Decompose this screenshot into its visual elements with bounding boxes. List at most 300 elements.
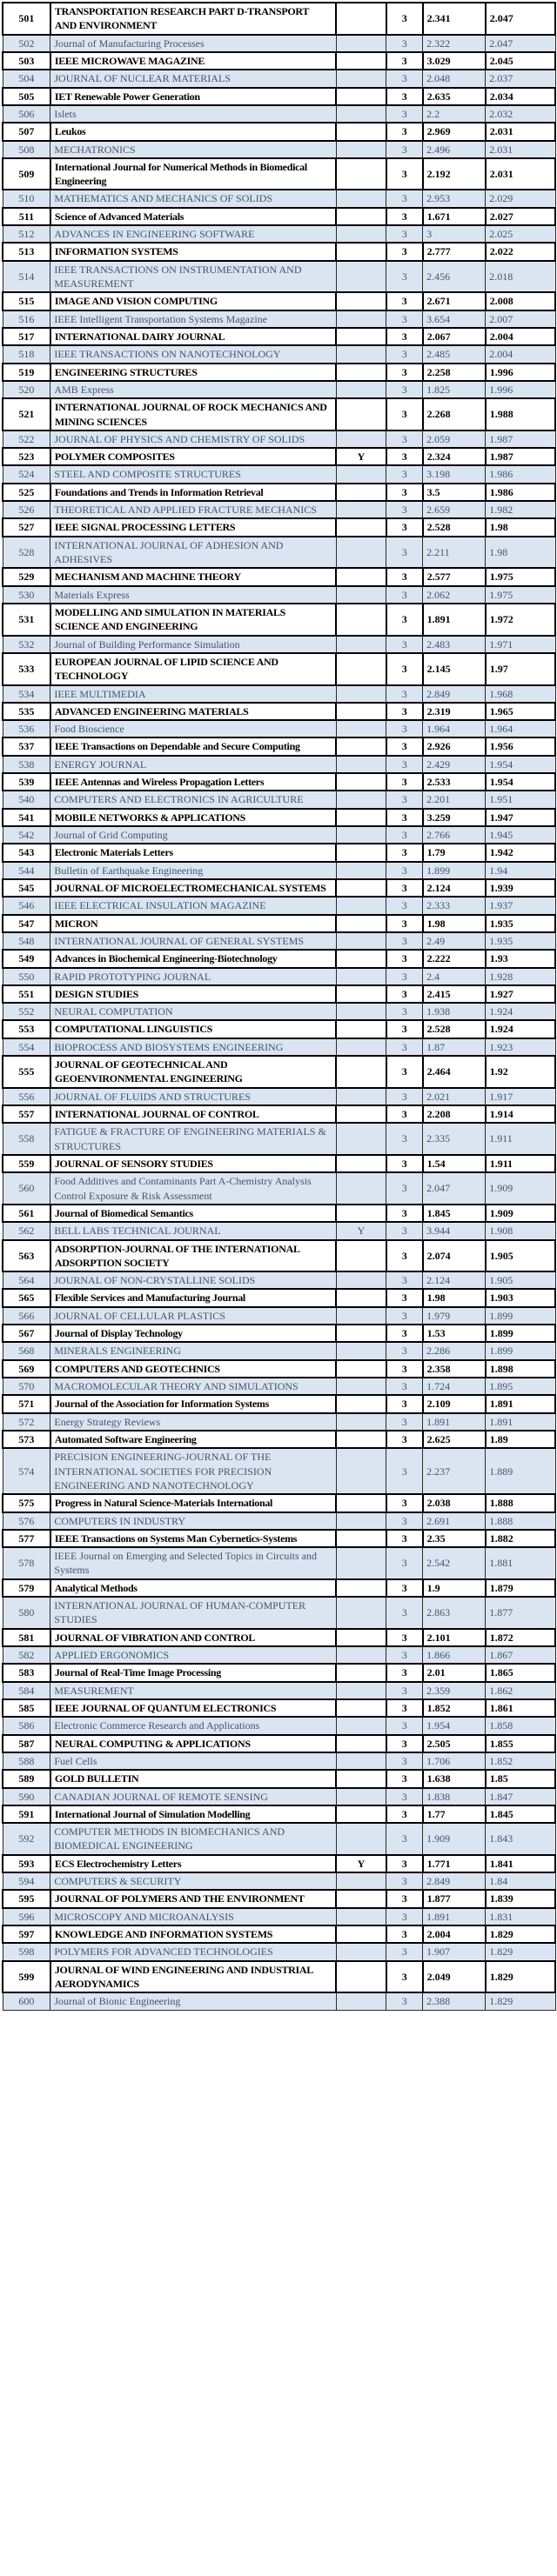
- table-row: [3, 1003, 555, 1020]
- rank-cell: 501: [3, 3, 50, 35]
- flag-cell: [336, 636, 386, 653]
- band-cell: 3: [386, 1788, 423, 1805]
- band-cell: 3: [386, 105, 423, 123]
- journal-name-cell: APPLIED ERGONOMICS: [50, 1646, 336, 1664]
- flag-cell: [336, 1629, 386, 1646]
- metric-1-cell: 2.067: [423, 328, 486, 345]
- metric-2-cell: 1.847: [486, 1788, 555, 1805]
- table-row: [3, 844, 555, 861]
- flag-cell: [336, 1155, 386, 1172]
- journal-name-cell: MODELLING AND SIMULATION IN MATERIALS SCIENCE AND ENGINEERING: [50, 604, 336, 636]
- metric-2-cell: 1.909: [486, 1205, 555, 1222]
- metric-1-cell: 1.724: [423, 1378, 486, 1395]
- journal-name-cell: ENERGY JOURNAL: [50, 756, 336, 773]
- rank-cell: 560: [3, 1172, 50, 1205]
- flag-cell: [336, 1579, 386, 1597]
- flag-cell: [336, 1823, 386, 1855]
- table-row: [3, 1735, 555, 1752]
- flag-cell: [336, 381, 386, 398]
- flag-cell: [336, 791, 386, 808]
- table-row: [3, 88, 555, 105]
- metric-1-cell: 1.907: [423, 1943, 486, 1960]
- journal-name-cell: AMB Express: [50, 381, 336, 398]
- table-row: [3, 1038, 555, 1056]
- rank-cell: 541: [3, 809, 50, 826]
- metric-2-cell: 1.879: [486, 1579, 555, 1597]
- journal-name-cell: POLYMER COMPOSITES: [50, 448, 336, 465]
- table-row: [3, 756, 555, 773]
- table-row: [3, 1788, 555, 1805]
- metric-1-cell: 3.654: [423, 310, 486, 328]
- rank-cell: 554: [3, 1038, 50, 1056]
- metric-1-cell: 2.456: [423, 261, 486, 293]
- metric-2-cell: 1.982: [486, 501, 555, 518]
- table-row: [3, 1155, 555, 1172]
- rank-cell: 567: [3, 1325, 50, 1342]
- rank-cell: 583: [3, 1664, 50, 1681]
- band-cell: 3: [386, 1038, 423, 1056]
- band-cell: 3: [386, 1530, 423, 1547]
- flag-cell: [336, 501, 386, 518]
- band-cell: 3: [386, 364, 423, 381]
- rank-cell: 531: [3, 604, 50, 636]
- table-row: [3, 1664, 555, 1681]
- rank-cell: 546: [3, 897, 50, 914]
- band-cell: 3: [386, 636, 423, 653]
- table-row: [3, 826, 555, 844]
- table-row: [3, 261, 555, 293]
- flag-cell: [336, 345, 386, 363]
- band-cell: 3: [386, 484, 423, 501]
- rank-cell: 564: [3, 1271, 50, 1289]
- metric-1-cell: 1.891: [423, 604, 486, 636]
- rank-cell: 529: [3, 568, 50, 585]
- metric-1-cell: 2.237: [423, 1448, 486, 1494]
- metric-1-cell: 2.192: [423, 158, 486, 190]
- band-cell: 3: [386, 70, 423, 87]
- table-row: [3, 1395, 555, 1412]
- band-cell: 3: [386, 1325, 423, 1342]
- metric-1-cell: 2.333: [423, 897, 486, 914]
- metric-1-cell: 2.211: [423, 537, 486, 569]
- metric-2-cell: 1.935: [486, 915, 555, 932]
- metric-2-cell: 2.018: [486, 261, 555, 293]
- journal-name-cell: Automated Software Engineering: [50, 1431, 336, 1448]
- table-row: [3, 1056, 555, 1088]
- metric-2-cell: 2.034: [486, 88, 555, 105]
- band-cell: 3: [386, 430, 423, 448]
- metric-1-cell: 2.101: [423, 1629, 486, 1646]
- rank-cell: 545: [3, 879, 50, 897]
- flag-cell: [336, 1413, 386, 1431]
- metric-1-cell: 2.926: [423, 737, 486, 755]
- flag-cell: [336, 1494, 386, 1512]
- metric-2-cell: 1.905: [486, 1240, 555, 1272]
- rank-cell: 557: [3, 1105, 50, 1123]
- table-row: [3, 123, 555, 140]
- flag-cell: [336, 1770, 386, 1787]
- rank-cell: 530: [3, 586, 50, 604]
- metric-1-cell: 2.625: [423, 1431, 486, 1448]
- journal-name-cell: JOURNAL OF POLYMERS AND THE ENVIRONMENT: [50, 1890, 336, 1907]
- flag-cell: [336, 1664, 386, 1681]
- metric-2-cell: 1.831: [486, 1908, 555, 1925]
- metric-2-cell: 1.937: [486, 897, 555, 914]
- flag-cell: [336, 756, 386, 773]
- metric-1-cell: 2.542: [423, 1547, 486, 1579]
- table-row: [3, 518, 555, 536]
- metric-1-cell: 1.98: [423, 915, 486, 932]
- flag-cell: [336, 1890, 386, 1907]
- rank-cell: 548: [3, 932, 50, 950]
- metric-1-cell: 2.124: [423, 1271, 486, 1289]
- flag-cell: [336, 1271, 386, 1289]
- rank-cell: 550: [3, 968, 50, 985]
- journal-name-cell: JOURNAL OF MICROELECTROMECHANICAL SYSTEMS: [50, 879, 336, 897]
- table-row: [3, 1855, 555, 1872]
- metric-1-cell: 1.938: [423, 1003, 486, 1020]
- metric-2-cell: 1.829: [486, 1943, 555, 1960]
- metric-2-cell: 1.841: [486, 1855, 555, 1872]
- metric-2-cell: 1.951: [486, 791, 555, 808]
- metric-2-cell: 1.92: [486, 1056, 555, 1088]
- rank-cell: 509: [3, 158, 50, 190]
- journal-name-cell: MEASUREMENT: [50, 1682, 336, 1699]
- metric-2-cell: 1.855: [486, 1735, 555, 1752]
- flag-cell: [336, 1038, 386, 1056]
- journal-name-cell: Food Additives and Contaminants Part A-Chemistry Analysis Control Exposure & Risk Assessment: [50, 1172, 336, 1205]
- table-row: [3, 1105, 555, 1123]
- flag-cell: Y: [336, 448, 386, 465]
- metric-2-cell: 2.047: [486, 35, 555, 52]
- metric-2-cell: 1.988: [486, 398, 555, 430]
- table-row: [3, 1360, 555, 1378]
- metric-1-cell: 2.496: [423, 141, 486, 158]
- journal-name-cell: Analytical Methods: [50, 1579, 336, 1597]
- table-row: [3, 720, 555, 737]
- rank-cell: 526: [3, 501, 50, 518]
- band-cell: 3: [386, 35, 423, 52]
- flag-cell: [336, 398, 386, 430]
- metric-2-cell: 1.954: [486, 756, 555, 773]
- rank-cell: 566: [3, 1307, 50, 1325]
- metric-2-cell: 1.829: [486, 1961, 555, 1993]
- metric-2-cell: 1.968: [486, 685, 555, 703]
- rank-cell: 570: [3, 1378, 50, 1395]
- rank-cell: 551: [3, 985, 50, 1003]
- journal-name-cell: CANADIAN JOURNAL OF REMOTE SENSING: [50, 1788, 336, 1805]
- metric-1-cell: 2.766: [423, 826, 486, 844]
- band-cell: 3: [386, 950, 423, 967]
- journal-name-cell: IEEE ELECTRICAL INSULATION MAGAZINE: [50, 897, 336, 914]
- table-row: [3, 208, 555, 225]
- rank-cell: 572: [3, 1413, 50, 1431]
- metric-1-cell: 2.049: [423, 1961, 486, 1993]
- flag-cell: [336, 1342, 386, 1359]
- metric-2-cell: 1.903: [486, 1289, 555, 1306]
- metric-1-cell: 1.77: [423, 1805, 486, 1823]
- metric-2-cell: 2.025: [486, 225, 555, 243]
- flag-cell: [336, 225, 386, 243]
- journal-name-cell: TRANSPORTATION RESEARCH PART D-TRANSPORT AND ENVIRONMENT: [50, 3, 336, 35]
- band-cell: 3: [386, 826, 423, 844]
- table-row: [3, 430, 555, 448]
- flag-cell: [336, 292, 386, 310]
- band-cell: 3: [386, 1717, 423, 1734]
- metric-1-cell: 2.201: [423, 791, 486, 808]
- table-row: [3, 465, 555, 483]
- band-cell: 3: [386, 897, 423, 914]
- metric-1-cell: 2.464: [423, 1056, 486, 1088]
- flag-cell: Y: [336, 1222, 386, 1239]
- flag-cell: [336, 208, 386, 225]
- metric-2-cell: 1.98: [486, 518, 555, 536]
- band-cell: 3: [386, 1307, 423, 1325]
- metric-2-cell: 1.935: [486, 932, 555, 950]
- journal-name-cell: Journal of Bionic Engineering: [50, 1992, 336, 2010]
- metric-1-cell: 2.01: [423, 1664, 486, 1681]
- table-row: [3, 604, 555, 636]
- band-cell: 3: [386, 208, 423, 225]
- journal-name-cell: ADVANCES IN ENGINEERING SOFTWARE: [50, 225, 336, 243]
- table-row: [3, 364, 555, 381]
- rank-cell: 528: [3, 537, 50, 569]
- journal-name-cell: BIOPROCESS AND BIOSYSTEMS ENGINEERING: [50, 1038, 336, 1056]
- metric-1-cell: 1.964: [423, 720, 486, 737]
- rank-cell: 544: [3, 862, 50, 879]
- band-cell: 3: [386, 1961, 423, 1993]
- metric-2-cell: 2.031: [486, 158, 555, 190]
- metric-1-cell: 2.577: [423, 568, 486, 585]
- table-row: [3, 897, 555, 914]
- metric-1-cell: 1.825: [423, 381, 486, 398]
- flag-cell: [336, 1003, 386, 1020]
- metric-1-cell: 1.671: [423, 208, 486, 225]
- journal-name-cell: COMPUTERS IN INDUSTRY: [50, 1512, 336, 1530]
- metric-1-cell: 1.954: [423, 1717, 486, 1734]
- flag-cell: Y: [336, 1855, 386, 1872]
- metric-1-cell: 2.322: [423, 35, 486, 52]
- band-cell: 3: [386, 862, 423, 879]
- metric-1-cell: 1.899: [423, 862, 486, 879]
- rank-cell: 518: [3, 345, 50, 363]
- table-row: [3, 1413, 555, 1431]
- metric-1-cell: 1.891: [423, 1908, 486, 1925]
- rank-cell: 579: [3, 1579, 50, 1597]
- rank-cell: 539: [3, 773, 50, 791]
- metric-1-cell: 2.863: [423, 1597, 486, 1629]
- rank-cell: 600: [3, 1992, 50, 2010]
- table-row: [3, 310, 555, 328]
- band-cell: 3: [386, 756, 423, 773]
- metric-2-cell: 2.022: [486, 243, 555, 260]
- flag-cell: [336, 1325, 386, 1342]
- rank-cell: 517: [3, 328, 50, 345]
- band-cell: 3: [386, 1699, 423, 1717]
- flag-cell: [336, 430, 386, 448]
- metric-1-cell: 2.335: [423, 1123, 486, 1155]
- band-cell: 3: [386, 381, 423, 398]
- journal-name-cell: IMAGE AND VISION COMPUTING: [50, 292, 336, 310]
- table-row: [3, 1530, 555, 1547]
- table-row: [3, 1943, 555, 1960]
- journal-ranking-table: [2, 2, 556, 2011]
- rank-cell: 547: [3, 915, 50, 932]
- table-row: [3, 685, 555, 703]
- band-cell: 3: [386, 1579, 423, 1597]
- flag-cell: [336, 158, 386, 190]
- rank-cell: 508: [3, 141, 50, 158]
- metric-1-cell: 2.528: [423, 518, 486, 536]
- metric-1-cell: 2.777: [423, 243, 486, 260]
- journal-name-cell: JOURNAL OF FLUIDS AND STRUCTURES: [50, 1088, 336, 1105]
- metric-2-cell: 1.899: [486, 1325, 555, 1342]
- table-row: [3, 1699, 555, 1717]
- band-cell: 3: [386, 985, 423, 1003]
- band-cell: 3: [386, 1752, 423, 1770]
- table-row: [3, 1752, 555, 1770]
- metric-2-cell: 1.972: [486, 604, 555, 636]
- table-row: [3, 1597, 555, 1629]
- metric-1-cell: 2.483: [423, 636, 486, 653]
- metric-2-cell: 1.939: [486, 879, 555, 897]
- metric-1-cell: 3.5: [423, 484, 486, 501]
- journal-name-cell: COMPUTER METHODS IN BIOMECHANICS AND BIOMEDICAL ENGINEERING: [50, 1823, 336, 1855]
- band-cell: 3: [386, 1155, 423, 1172]
- journal-name-cell: Foundations and Trends in Information Retrieval: [50, 484, 336, 501]
- metric-2-cell: 1.965: [486, 703, 555, 720]
- journal-name-cell: Science of Advanced Materials: [50, 208, 336, 225]
- journal-name-cell: Progress in Natural Science-Materials International: [50, 1494, 336, 1512]
- journal-name-cell: Journal of Real-Time Image Processing: [50, 1664, 336, 1681]
- rank-cell: 571: [3, 1395, 50, 1412]
- flag-cell: [336, 141, 386, 158]
- table-row: [3, 1805, 555, 1823]
- flag-cell: [336, 70, 386, 87]
- table-row: [3, 484, 555, 501]
- metric-1-cell: 2.528: [423, 1020, 486, 1038]
- metric-2-cell: 1.905: [486, 1271, 555, 1289]
- rank-cell: 549: [3, 950, 50, 967]
- journal-name-cell: Advances in Biochemical Engineering-Biotechnology: [50, 950, 336, 967]
- flag-cell: [336, 261, 386, 293]
- band-cell: 3: [386, 1123, 423, 1155]
- flag-cell: [336, 932, 386, 950]
- journal-name-cell: FATIGUE & FRACTURE OF ENGINEERING MATERIALS & STRUCTURES: [50, 1123, 336, 1155]
- metric-2-cell: 1.986: [486, 465, 555, 483]
- band-cell: 3: [386, 1943, 423, 1960]
- flag-cell: [336, 685, 386, 703]
- flag-cell: [336, 484, 386, 501]
- rank-cell: 506: [3, 105, 50, 123]
- metric-2-cell: 2.031: [486, 141, 555, 158]
- journal-name-cell: MICROSCOPY AND MICROANALYSIS: [50, 1908, 336, 1925]
- flag-cell: [336, 310, 386, 328]
- metric-2-cell: 1.996: [486, 364, 555, 381]
- flag-cell: [336, 1240, 386, 1272]
- journal-name-cell: Islets: [50, 105, 336, 123]
- table-row: [3, 448, 555, 465]
- journal-name-cell: MOBILE NETWORKS & APPLICATIONS: [50, 809, 336, 826]
- metric-2-cell: 1.923: [486, 1038, 555, 1056]
- journal-name-cell: ADVANCED ENGINEERING MATERIALS: [50, 703, 336, 720]
- metric-2-cell: 2.037: [486, 70, 555, 87]
- journal-name-cell: COMPUTERS & SECURITY: [50, 1872, 336, 1890]
- metric-2-cell: 1.889: [486, 1448, 555, 1494]
- metric-2-cell: 2.007: [486, 310, 555, 328]
- band-cell: 3: [386, 1020, 423, 1038]
- metric-1-cell: 2.038: [423, 1494, 486, 1512]
- table-row: [3, 35, 555, 52]
- metric-2-cell: 1.861: [486, 1699, 555, 1717]
- metric-2-cell: 1.877: [486, 1597, 555, 1629]
- table-row: [3, 1289, 555, 1306]
- metric-1-cell: 2.849: [423, 1872, 486, 1890]
- journal-name-cell: ENGINEERING STRUCTURES: [50, 364, 336, 381]
- band-cell: 3: [386, 737, 423, 755]
- metric-1-cell: 1.771: [423, 1855, 486, 1872]
- table-row: [3, 950, 555, 967]
- journal-name-cell: COMPUTERS AND GEOTECHNICS: [50, 1360, 336, 1378]
- band-cell: 3: [386, 310, 423, 328]
- journal-name-cell: Journal of Display Technology: [50, 1325, 336, 1342]
- table-row: [3, 1629, 555, 1646]
- metric-1-cell: 2.969: [423, 123, 486, 140]
- metric-1-cell: 2.145: [423, 653, 486, 685]
- band-cell: 3: [386, 123, 423, 140]
- journal-name-cell: Journal of Manufacturing Processes: [50, 35, 336, 52]
- metric-1-cell: 1.79: [423, 844, 486, 861]
- flag-cell: [336, 328, 386, 345]
- flag-cell: [336, 1943, 386, 1960]
- metric-1-cell: 2.059: [423, 430, 486, 448]
- metric-1-cell: 1.845: [423, 1205, 486, 1222]
- journal-name-cell: MINERALS ENGINEERING: [50, 1342, 336, 1359]
- band-cell: 3: [386, 1289, 423, 1306]
- metric-2-cell: 1.895: [486, 1378, 555, 1395]
- metric-2-cell: 1.947: [486, 809, 555, 826]
- metric-1-cell: 2.533: [423, 773, 486, 791]
- band-cell: 3: [386, 1823, 423, 1855]
- rank-cell: 581: [3, 1629, 50, 1646]
- rank-cell: 558: [3, 1123, 50, 1155]
- journal-name-cell: IEEE JOURNAL OF QUANTUM ELECTRONICS: [50, 1699, 336, 1717]
- rank-cell: 568: [3, 1342, 50, 1359]
- band-cell: 3: [386, 1395, 423, 1412]
- table-row: [3, 932, 555, 950]
- metric-1-cell: 2.074: [423, 1240, 486, 1272]
- band-cell: 3: [386, 501, 423, 518]
- journal-name-cell: COMPUTATIONAL LINGUISTICS: [50, 1020, 336, 1038]
- rank-cell: 598: [3, 1943, 50, 1960]
- band-cell: 3: [386, 292, 423, 310]
- metric-2-cell: 1.98: [486, 537, 555, 569]
- band-cell: 3: [386, 1992, 423, 2010]
- flag-cell: [336, 1699, 386, 1717]
- rank-cell: 561: [3, 1205, 50, 1222]
- metric-1-cell: 1.852: [423, 1699, 486, 1717]
- journal-name-cell: ADSORPTION-JOURNAL OF THE INTERNATIONAL ADSORPTION SOCIETY: [50, 1240, 336, 1272]
- metric-1-cell: 2.691: [423, 1512, 486, 1530]
- rank-cell: 595: [3, 1890, 50, 1907]
- flag-cell: [336, 88, 386, 105]
- journal-name-cell: IEEE MULTIMEDIA: [50, 685, 336, 703]
- journal-name-cell: DESIGN STUDIES: [50, 985, 336, 1003]
- rank-cell: 507: [3, 123, 50, 140]
- flag-cell: [336, 1307, 386, 1325]
- flag-cell: [336, 826, 386, 844]
- flag-cell: [336, 1646, 386, 1664]
